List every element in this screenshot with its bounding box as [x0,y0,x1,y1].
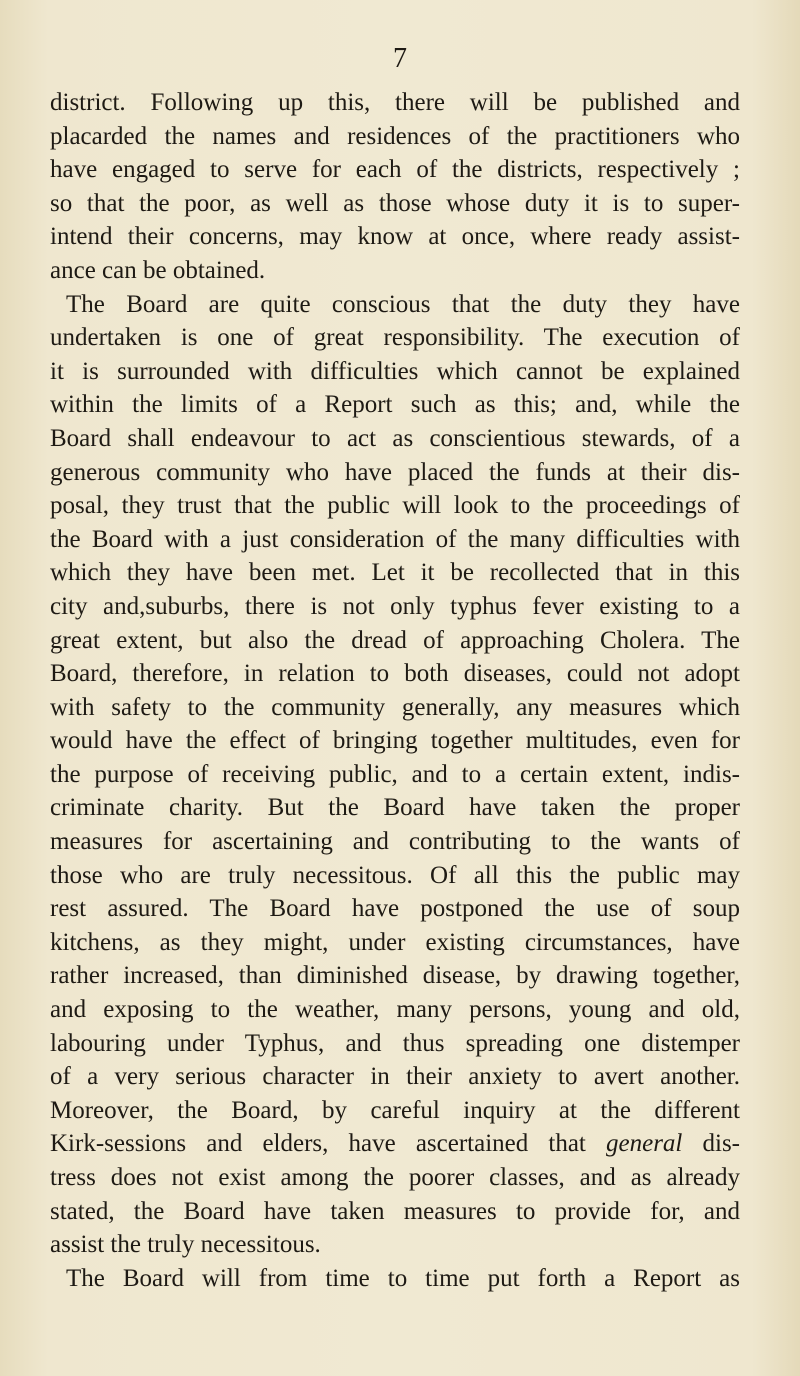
text-line: undertaken is one of great responsibility. The execution of [50,324,740,352]
text-line: assist the truly necessitous. [50,1231,321,1259]
text-line: Board shall endeavour to act as conscientious stewards, of a [50,424,740,452]
text-line: those who are truly necessitous. Of all this the public may [50,861,740,889]
text-line: district. Following up this, there will be published and [50,89,740,116]
text-line: criminate charity. But the Board have taken the proper [50,794,740,822]
text-line: the purpose of receiving public, and to a certain extent, indis- [50,760,740,788]
text-line: of a very serious character in their anxiety to avert another. [50,1063,740,1091]
text-segment: dis- [682,1130,740,1158]
text-line: posal, they trust that the public will look to the proceedings of [50,492,740,520]
text-line: Moreover, the Board, by careful inquiry at the different [50,1096,740,1124]
page-number: 7 [393,43,407,74]
text-line: The Board are quite conscious that the duty they have [66,290,740,318]
text-line: intend their concerns, may know at once, where ready assist- [50,223,740,251]
text-line: labouring under Typhus, and thus spreading one distemper [50,1029,740,1057]
text-line: The Board will from time to time put forth a Report as [66,1264,740,1292]
text-line: within the limits of a Report such as this; and, while the [50,391,740,419]
text-line: ance can be obtained. [50,256,266,284]
text-line: and exposing to the weather, many persons, young and old, [50,996,740,1024]
text-line: great extent, but also the dread of approaching Cholera. The [50,626,740,654]
text-line: rather increased, than diminished disease, by drawing together, [50,962,740,990]
text-line: placarded the names and residences of the practitioners who [50,122,740,150]
text-line: generous community who have placed the funds at their dis- [50,458,740,486]
text-line: the Board with a just consideration of the many difficulties with [50,525,740,553]
text-line: city and,suburbs, there is not only typhus fever existing to a [50,592,740,620]
text-line: have engaged to serve for each of the districts, respectively ; [50,156,740,184]
text-line: stated, the Board have taken measures to provide for, and [50,1197,740,1225]
text-line: which they have been met. Let it be recollected that in this [50,559,740,587]
text-line: Board, therefore, in relation to both diseases, could not adopt [50,660,740,688]
text-segment: Kirk-sessions and elders, have ascertained that [50,1130,606,1158]
text-line: so that the poor, as well as those whose duty it is to super- [50,189,740,217]
body-text [50,86,740,1295]
italic-word: general [606,1130,683,1158]
text-line: tress does not exist among the poorer classes, and as already [50,1164,740,1191]
text-line [50,1127,740,1161]
text-line: kitchens, as they might, under existing circumstances, have [50,928,740,956]
text-line: measures for ascertaining and contributing to the wants of [50,828,740,856]
text-line: rest assured. The Board have postponed the use of soup [50,895,740,923]
text-line: would have the effect of bringing together multitudes, even for [50,727,740,755]
text-line: it is surrounded with difficulties which cannot be explained [50,357,740,385]
text-line: with safety to the community generally, any measures which [50,693,740,721]
